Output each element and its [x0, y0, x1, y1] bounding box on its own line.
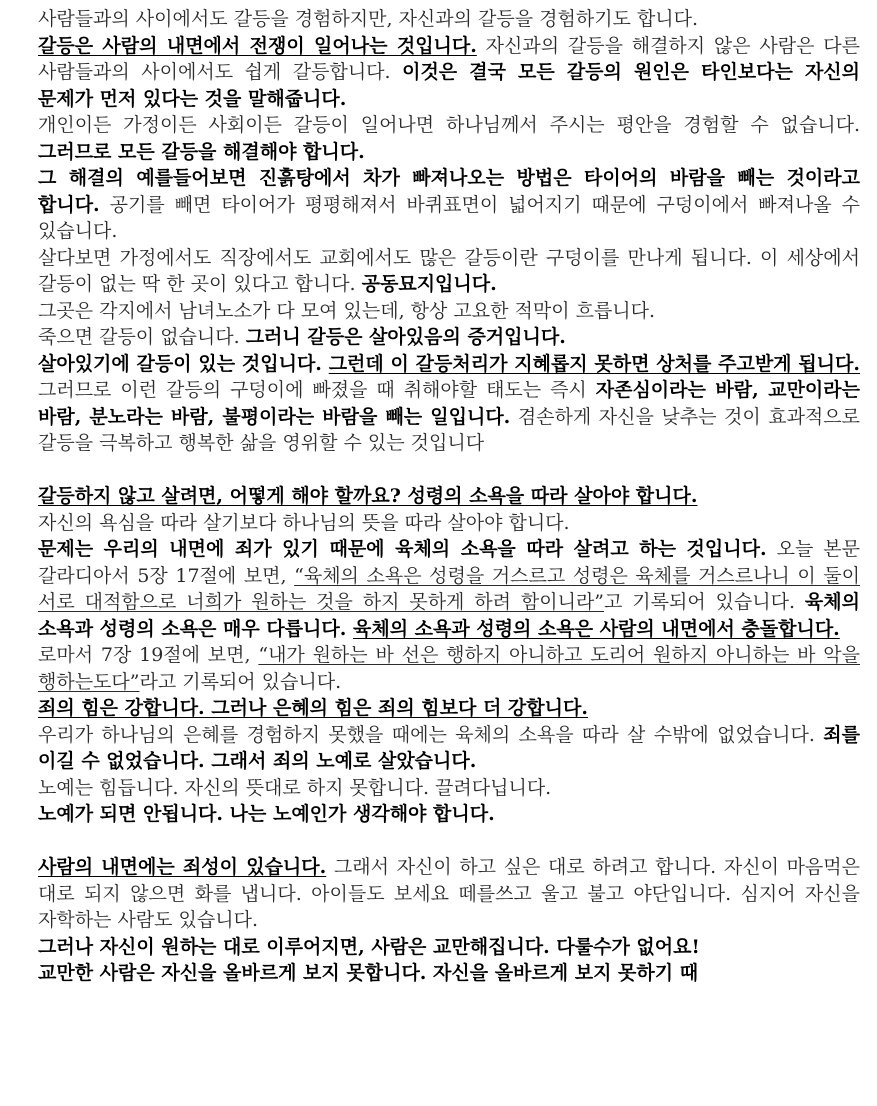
paragraph: [38, 536, 860, 642]
paragraph-spacer: [38, 457, 860, 484]
emphasis-text: 자존심이라는 바람, 교만이라는 바람, 분노라는 바람, 불평이라는 바람을 빼는 일입니다.: [38, 379, 860, 428]
paragraph: [38, 960, 860, 987]
emphasis-text: 살아있기에 갈등이 있는 것입니다.: [38, 352, 329, 375]
emphasis-text: 그 해결의 예를들어보면 진흙탕에서 차가 빠져나오는 방법은 타이어의 바람을 빼는 것이라고 합니다.: [38, 167, 860, 216]
body-text: 자신의 욕심을 따라 살기보다 하나님의 뜻을 따라 살아야 합니다.: [38, 511, 570, 534]
body-text: 자신과의 갈등을 해결하지 않은 사람은 다른 사람들과의 사이에서도 쉽게 갈등합니다.: [38, 34, 860, 83]
emphasis-text: 이것은 결국 모든 갈등의 원인은 타인보다는 자신의 문제가 먼저 있다는 것을 말해줍니다.: [38, 61, 861, 110]
emphasis-underlined-text: 육체의 소욕과 성령의 소욕은 사람의 내면에서 충돌합니다.: [353, 617, 840, 640]
underlined-text: “육체의 소욕은 성령을 거스르고 성령은 육체를 거스르나니 이 둘이 서로 대적함으로 너희가 원하는 것을 하지 못하게 하려 함이니라”: [38, 564, 860, 613]
paragraph: [38, 324, 860, 351]
paragraph: [38, 775, 860, 802]
paragraph: [38, 298, 860, 325]
body-text: 그러므로 이런 갈등의 구덩이에 빠졌을 때 취해야할 태도는 즉시: [38, 379, 596, 401]
body-text: 죽으면 갈등이 없습니다.: [38, 326, 246, 348]
paragraph: [38, 934, 860, 961]
emphasis-underlined-text: 죄의 힘은 강합니다. 그러나 은혜의 힘은 죄의 힘보다 더 강합니다.: [38, 697, 588, 719]
body-text: 오늘 본문 갈라디아서 5장 17절에 보면,: [38, 538, 861, 587]
body-text: 그곳은 각지에서 남녀노소가 다 모여 있는데, 항상 고요한 적막이 흐릅니다.: [38, 299, 656, 322]
body-text: 로마서 7장 19절에 보면,: [38, 644, 259, 666]
paragraph: [38, 801, 860, 828]
emphasis-underlined-text: 사람의 내면에는 죄성이 있습니다.: [38, 856, 327, 878]
paragraph: [38, 854, 860, 934]
emphasis-text: 노예가 되면 안됩니다. 나는 노예인가 생각해야 합니다.: [38, 803, 495, 825]
emphasis-underlined-text: 갈등은 사람의 내면에서 전쟁이 일어나는 것입니다.: [38, 34, 477, 57]
paragraph: [38, 6, 860, 33]
body-text: 그래서 자신이 하고 싶은 대로 하려고 합니다. 자신이 마음먹은 대로 되지 않으면 화를 냅니다. 아이들도 보세요 떼를쓰고 울고 불고 야단입니다. 심지어 자신을 자학하는 사람도 있습니다.: [38, 856, 860, 931]
paragraph: [38, 33, 860, 113]
body-text: 사람들과의 사이에서도 갈등을 경험하지만, 자신과의 갈등을 경험하기도 합니다.: [38, 8, 699, 30]
paragraph: [38, 112, 860, 165]
emphasis-text: 공동묘지입니다.: [361, 273, 497, 295]
paragraph: [38, 165, 860, 245]
paragraph: [38, 351, 860, 457]
body-text: 개인이든 가정이든 사회이든 갈등이 일어나면 하나님께서 주시는 평안을 경험할 수 없습니다.: [38, 114, 860, 136]
emphasis-text: 죄를 이길 수 없었습니다. 그래서 죄의 노예로 살았습니다.: [38, 723, 860, 772]
emphasis-underlined-text: 그런데 이 갈등처리가 지혜롭지 못하면 상처를 주고받게 됩니다.: [328, 352, 860, 375]
body-text: 살다보면 가정에서도 직장에서도 교회에서도 많은 갈등이란 구덩이를 만나게 됩니다. 이 세상에서 갈등이 없는 딱 한 곳이 있다고 합니다.: [38, 246, 860, 295]
emphasis-text: 문제는 우리의 내면에 죄가 있기 때문에 육체의 소욕을 따라 살려고 하는 것입니다.: [38, 538, 767, 560]
body-text: 공기를 빼면 타이어가 평평해져서 바퀴표면이 넓어지기 때문에 구덩이에서 빠져나올 수 있습니다.: [38, 193, 860, 242]
paragraph: [38, 483, 860, 510]
paragraph: [38, 722, 860, 775]
emphasis-text: 육체의 소욕과 성령의 소욕은 매우 다릅니다.: [38, 591, 860, 640]
body-text: 라고 기록되어 있습니다.: [139, 670, 342, 693]
underlined-text: “내가 원하는 바 선은 행하지 아니하고 도리어 원하지 아니하는 바 악을 행하는도다”: [38, 644, 861, 693]
paragraph-spacer: [38, 828, 860, 855]
body-text: 노예는 힘듭니다. 자신의 뜻대로 하지 못합니다. 끌려다닙니다.: [38, 776, 552, 799]
emphasis-underlined-text: 갈등하지 않고 살려면, 어떻게 해야 할까요? 성령의 소욕을 따라 살아야 합니다.: [38, 485, 698, 507]
paragraph: [38, 642, 860, 695]
emphasis-text: 그러므로 모든 갈등을 해결해야 합니다.: [38, 140, 365, 163]
body-text: 겸손하게 자신을 낮추는 것이 효과적으로 갈등을 극복하고 행복한 삶을 영위할 수 있는 것입니다: [38, 405, 860, 454]
paragraph: [38, 510, 860, 537]
emphasis-text: 교만한 사람은 자신을 올바르게 보지 못합니다. 자신을 올바르게 보지 못하기 때: [38, 962, 699, 984]
emphasis-text: 그러나 자신이 원하는 대로 이루어지면, 사람은 교만해집니다. 다룰수가 없어요!: [38, 935, 700, 958]
paragraph: [38, 245, 860, 298]
body-text: 고 기록되어 있습니다.: [604, 591, 805, 613]
body-text: 우리가 하나님의 은혜를 경험하지 못했을 때에는 육체의 소욕을 따라 살 수밖에 없었습니다.: [38, 723, 824, 746]
paragraph: [38, 695, 860, 722]
emphasis-text: 그러니 갈등은 살아있음의 증거입니다.: [245, 326, 566, 348]
